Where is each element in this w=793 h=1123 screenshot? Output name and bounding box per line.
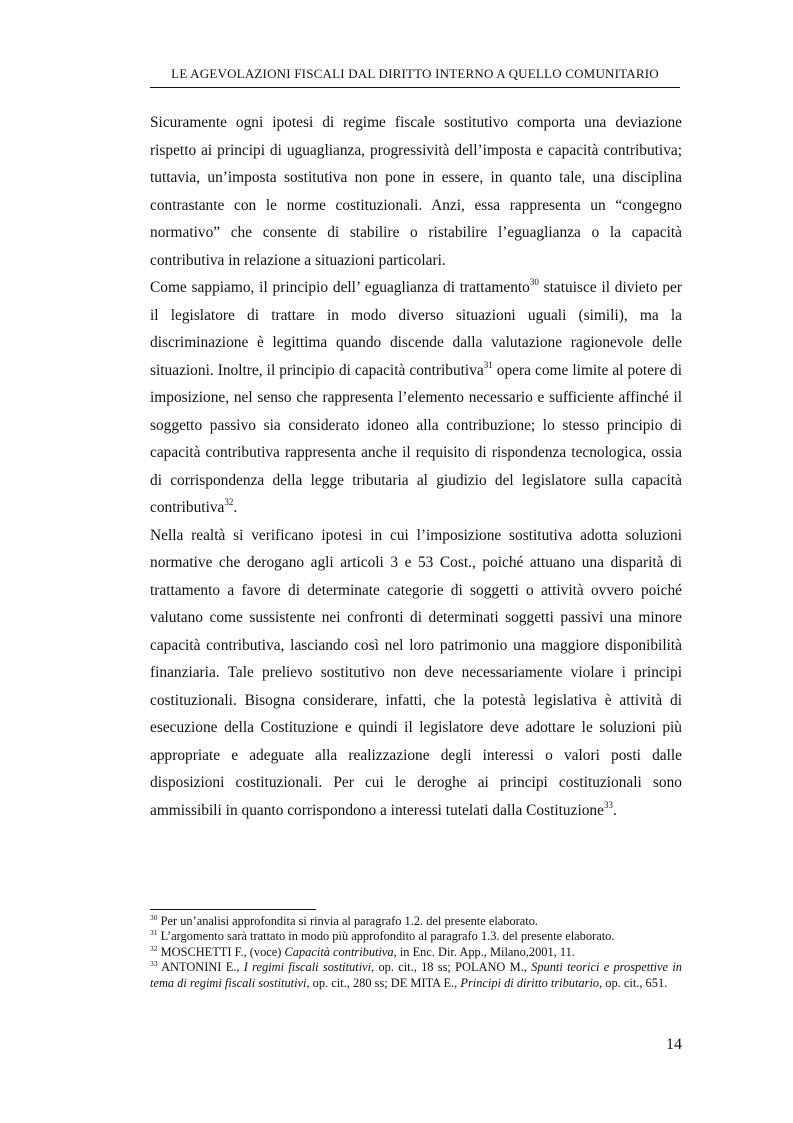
running-header: LE AGEVOLAZIONI FISCALI DAL DIRITTO INTERNO A QUELLO COMUNITARIO [150,66,680,88]
page-number: 14 [666,1036,682,1053]
footnote-31 [150,929,682,944]
footnote-title: Principi di diritto tributario [460,975,600,990]
footnote-title: Capacità contributiva [284,944,394,959]
footnote-ref-33: 33 [603,799,613,810]
footnote-33 [150,960,682,991]
paragraph-3-text: . [612,801,617,819]
footnote-number: 32 [150,943,158,953]
footnote-text: ANTONINI E., [157,960,244,975]
footnote-text: Per un’analisi approfondita si rinvia al paragrafo 1.2. del presente elaborato. [157,914,539,928]
footnote-separator [150,909,316,910]
paragraph-2 [150,274,682,522]
paragraph-2-text: . [233,499,238,516]
footnote-number: 31 [150,928,158,938]
paragraph-3 [150,522,682,825]
footnote-title: Spunti teorici e prospettive in tema di regimi fiscali sostitutivi [150,960,682,990]
footnote-ref-32: 32 [224,497,234,507]
footnote-ref-30: 30 [529,277,539,287]
footnote-text: , op. cit., 651. [599,975,668,990]
paragraph-3-text: Nella realtà si verificano ipotesi in cui l’imposizione sostitutiva adotta soluzioni normative che derogano agli articoli 3 e 53 Cost., poiché attuano una disparità di trattamento a favore di determinate categorie di soggetti o attività ovvero poiché valutano come sussistente nei confronti di determinati soggetti passivi una minore capacità contributiva, lasciando così nel loro patrimonio una maggiore disponibilità finanziaria. Tale prelievo sostitutivo non deve necessariamente violare i principi costituzionali. Bisogna considerare, infatti, che la potestà legislativa è attività di esecuzione della Costituzione e quindi il legislatore deve adottare le soluzioni più appropriate e adeguate alla realizzazione degli interessi o valori posti dalle disposizioni costituzionali. Per cui le deroghe ai principi costituzionali sono ammissibili in quanto corrispondono a interessi tutelati dalla Costituzione [150,526,682,819]
footnote-number: 33 [150,959,158,969]
footnote-text: L’argomento sarà trattato in modo più approfondito al paragrafo 1.3. del presente elaborato. [157,929,615,944]
footnotes [150,914,682,991]
footnote-title: I regimi fiscali sostitutivi [243,960,372,975]
paragraph-2-text: opera come limite al potere di imposizione, nel senso che rappresenta l’elemento necessario e sufficiente affinché il soggetto passivo sia considerato idoneo alla contribuzione; lo stesso principio di capacità contributiva rappresenta anche il requisito di rispondenza tecnologica, ossia di corrispondenza della legge tributaria al giudizio del legislatore sulla capacità contributiva [150,361,682,516]
footnote-text: , in Enc. Dir. App., Milano,2001, 11. [393,944,575,959]
footnote-30 [150,914,682,929]
body-text [150,109,682,824]
footnote-text: , op. cit., 18 ss; POLANO M., [371,960,532,975]
paragraph-1: Sicuramente ogni ipotesi di regime fiscale sostitutivo comporta una deviazione rispetto ai principi di uguaglianza, progressività dell’imposta e capacità contributiva; tuttavia, un’imposta sostitutiva non pone in essere, in quanto tale, una disciplina contrastante con le norme costituzionali. Anzi, essa rappresenta un “congegno normativo” che consente di stabilire o ristabilire l’eguaglianza o la capacità contributiva in relazione a situazioni particolari. [150,114,682,269]
footnote-number: 30 [150,913,158,922]
footnote-ref-31: 31 [483,359,493,370]
footnote-text: MOSCHETTI F., (voce) [157,944,285,959]
footnote-text: , op. cit., 280 ss; DE MITA E., [306,975,461,990]
footnote-32 [150,945,682,960]
paragraph-2-text: statuisce il divieto per il legislatore di trattare in modo diverso situazioni uguali (simili), ma la discriminazione è legittima quando discende dalla valutazione ragionevole delle situazioni. Inoltre, il principio di capacità contributiva [150,279,682,379]
paragraph-2-text: Come sappiamo, il principio dell’ eguaglianza di trattamento [150,279,530,296]
